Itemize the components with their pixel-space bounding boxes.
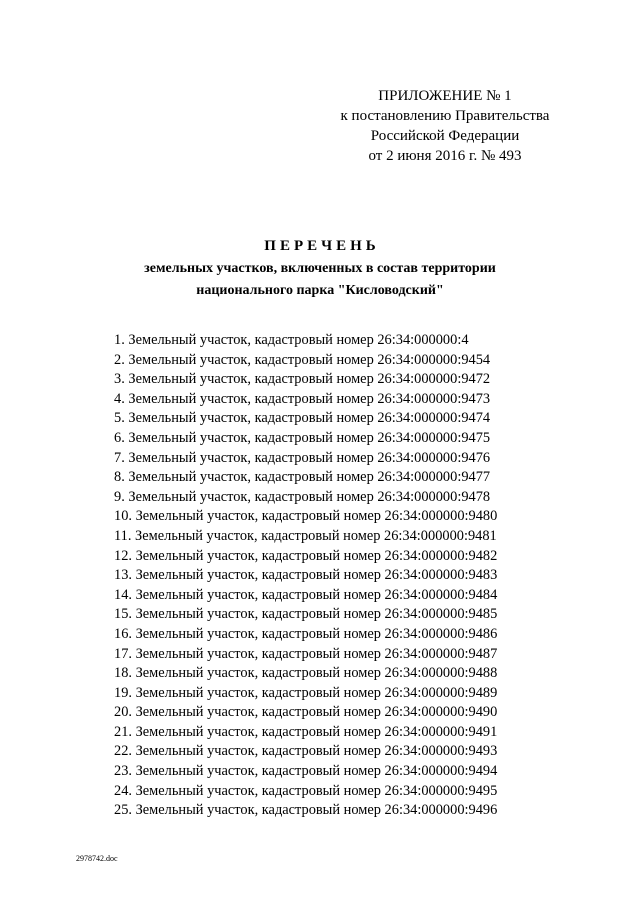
list-item: 9. Земельный участок, кадастровый номер 26:34:000000:9478: [114, 488, 491, 505]
list-item: 1. Земельный участок, кадастровый номер 26:34:000000:4: [114, 332, 469, 348]
list-item: 18. Земельный участок, кадастровый номер 26:34:000000:9488: [114, 665, 498, 682]
list-item: 22. Земельный участок, кадастровый номер 26:34:000000:9493: [114, 743, 498, 760]
appendix-date: от 2 июня 2016 г. № 493: [368, 148, 522, 164]
title-subtitle-line1: земельных участков, включенных в состав территории: [144, 261, 496, 276]
list-item: 5. Земельный участок, кадастровый номер 26:34:000000:9474: [114, 410, 491, 427]
list-item: 11. Земельный участок, кадастровый номер 26:34:000000:9481: [114, 527, 497, 544]
list-item: 15. Земельный участок, кадастровый номер 26:34:000000:9485: [114, 606, 498, 623]
list-item: 12. Земельный участок, кадастровый номер 26:34:000000:9482: [114, 547, 498, 564]
list-item: 14. Земельный участок, кадастровый номер 26:34:000000:9484: [114, 586, 498, 603]
appendix-government: Российской Федерации: [370, 128, 520, 144]
title-subtitle-line2: национального парка "Кисловодский": [196, 283, 444, 298]
list-item: 17. Земельный участок, кадастровый номер 26:34:000000:9487: [114, 645, 498, 662]
list-item: 24. Земельный участок, кадастровый номер 26:34:000000:9495: [114, 782, 498, 799]
list-item: 13. Земельный участок, кадастровый номер 26:34:000000:9483: [114, 567, 498, 584]
appendix-number: ПРИЛОЖЕНИЕ № 1: [378, 88, 512, 104]
footer-filename: 2978742.doc: [76, 854, 118, 863]
list-item: 23. Земельный участок, кадастровый номер 26:34:000000:9494: [114, 763, 498, 780]
list-item: 6. Земельный участок, кадастровый номер 26:34:000000:9475: [114, 429, 491, 446]
appendix-header: [320, 86, 570, 166]
list-item: 7. Земельный участок, кадастровый номер 26:34:000000:9476: [114, 449, 491, 466]
list-item: 21. Земельный участок, кадастровый номер 26:34:000000:9491: [114, 723, 498, 740]
list-item: 8. Земельный участок, кадастровый номер 26:34:000000:9477: [114, 469, 491, 486]
list-item: 16. Земельный участок, кадастровый номер 26:34:000000:9486: [114, 625, 498, 642]
list-item: 3. Земельный участок, кадастровый номер 26:34:000000:9472: [114, 371, 491, 388]
list-item: 25. Земельный участок, кадастровый номер 26:34:000000:9496: [114, 802, 498, 819]
list-item: 19. Земельный участок, кадастровый номер 26:34:000000:9489: [114, 684, 498, 701]
list-item: 10. Земельный участок, кадастровый номер 26:34:000000:9480: [114, 508, 498, 525]
list-item: 4. Земельный участок, кадастровый номер 26:34:000000:9473: [114, 390, 491, 407]
list-item: 2. Земельный участок, кадастровый номер 26:34:000000:9454: [114, 351, 491, 368]
document-title: [0, 236, 640, 300]
appendix-resolution: к постановлению Правительства: [340, 108, 550, 124]
list-item: 20. Земельный участок, кадастровый номер 26:34:000000:9490: [114, 704, 498, 721]
land-plot-list: [114, 331, 497, 821]
title-main: ПЕРЕЧЕНЬ: [264, 238, 380, 254]
